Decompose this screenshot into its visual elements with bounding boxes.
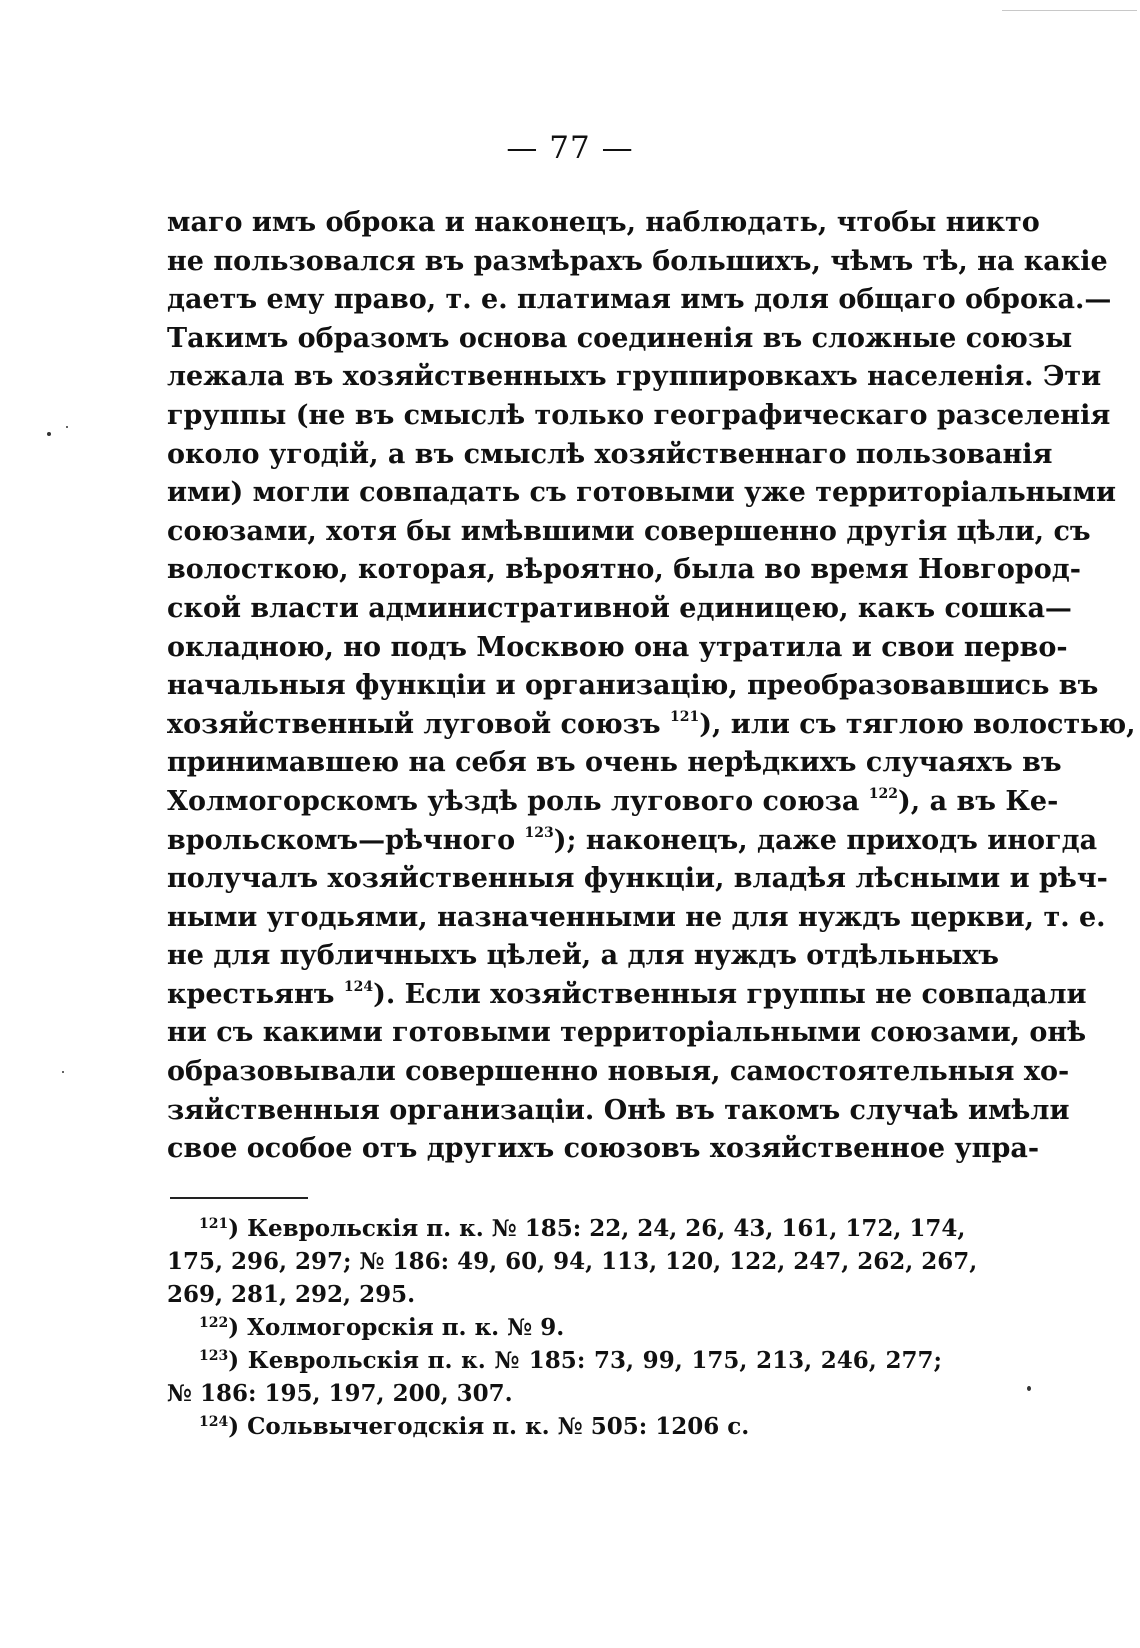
text-line [167,1053,1070,1092]
text-line [167,822,1098,861]
text-segment: около угодій, а въ смыслѣ хозяйственнаго пользованія [167,438,1053,470]
text-line [167,899,1106,938]
footnote-line [167,1212,966,1245]
text-segment: даетъ ему право, т. е. платимая имъ доля общаго оброка.— [167,284,1112,316]
text-line [167,783,1059,822]
footnote-reference: 123 [524,824,554,841]
text-segment: ), или съ тяглою волостью, [699,708,1136,740]
footnote-reference: 121 [669,708,700,725]
page-number: — 77 — [506,130,634,166]
text-line [167,744,1062,783]
text-line [167,706,1136,745]
footnote-number: 124 [199,1414,229,1430]
footnote-text: ) Сольвычегодскія п. к. № 505: 1206 с. [228,1413,750,1440]
footnotes [167,1212,978,1443]
text-line [167,281,1112,320]
text-segment: свое особое отъ другихъ союзовъ хозяйственное упра- [167,1133,1040,1165]
scan-speck [1027,1386,1031,1391]
footnote-line [167,1311,942,1344]
top-edge-rule [1002,10,1137,11]
text-segment: ни съ какими готовыми территоріальными союзами, онѣ [167,1017,1087,1049]
text-line [167,397,1111,436]
text-line [167,629,1068,668]
text-segment: ской власти административной единицею, какъ сошка— [167,592,1072,624]
text-line [167,667,1099,706]
text-segment: Такимъ образомъ основа соединенія въ сложные союзы [167,322,1073,354]
text-segment: ), а въ Ке- [898,785,1059,817]
text-line [167,1014,1087,1053]
footnote-line [167,1344,942,1377]
footnote-text: ) Кеврольскія п. к. № 185: 73, 99, 175, 213, 246, 277; [228,1347,942,1374]
text-line [167,976,1087,1015]
text-line [167,513,1091,552]
footnote-separator [170,1197,308,1199]
text-line [167,243,1108,282]
text-segment: хозяйственный луговой союзъ [167,708,670,740]
text-segment: врольскомъ—рѣчного [167,824,525,856]
text-line [167,358,1102,397]
text-line [167,1092,1070,1131]
text-segment: Холмогорскомъ уѣздѣ роль лугового союза [167,785,869,817]
text-segment: не для публичныхъ цѣлей, а для нуждъ отдѣльныхъ [167,940,1000,972]
text-line [167,551,1081,590]
footnote-line [167,1245,978,1278]
text-segment: ); наконецъ, даже приходъ иногда [553,824,1098,856]
text-segment: ными угодьями, назначенными не для нуждъ церкви, т. е. [167,901,1106,933]
text-segment: окладною, но подъ Москвою она утратила и свои перво- [167,631,1068,663]
text-line [167,937,1000,976]
text-segment: не пользовался въ размѣрахъ большихъ, чѣмъ тѣ, на какіе [167,245,1108,277]
text-line [167,204,1040,243]
text-line [167,860,1108,899]
text-segment: ими) могли совпадать съ готовыми уже территоріальными [167,477,1116,509]
text-segment: получалъ хозяйственныя функціи, владѣя лѣсными и рѣч- [167,863,1108,895]
footnote-line [167,1410,942,1443]
body-text [167,204,1136,1169]
footnote-text: 269, 281, 292, 295. [167,1281,416,1308]
text-line [167,436,1053,475]
scan-speck [66,426,68,428]
footnote-line [167,1278,942,1311]
scan-speck [62,1071,64,1073]
scan-speck [47,432,51,436]
footnote-text: № 186: 195, 197, 200, 307. [167,1380,513,1407]
text-line [167,320,1073,359]
footnote-text: ) Холмогорскія п. к. № 9. [228,1314,565,1341]
footnote-text: ) Кеврольскія п. к. № 185: 22, 24, 26, 43, 161, 172, 174, [228,1215,966,1242]
text-segment: маго имъ оброка и наконецъ, наблюдать, чтобы никто [167,207,1040,238]
text-segment: образовывали совершенно новыя, самостоятельныя хо- [167,1056,1070,1088]
text-line [167,474,1116,513]
footnote-number: 122 [199,1315,229,1331]
text-segment: крестьянъ [167,978,344,1010]
text-segment: союзами, хотя бы имѣвшими совершенно другія цѣли, съ [167,515,1091,547]
footnote-number: 121 [199,1216,229,1232]
text-segment: группы (не въ смыслѣ только географическаго разселенія [167,399,1111,431]
footnote-reference: 124 [343,978,374,995]
footnote-line [167,1377,942,1410]
footnote-reference: 122 [868,785,899,802]
footnote-number: 123 [199,1348,229,1364]
text-segment: ). Если хозяйственныя группы не совпадали [373,978,1087,1010]
text-segment: волосткою, которая, вѣроятно, была во время Новгород- [167,554,1081,586]
footnote-text: 175, 296, 297; № 186: 49, 60, 94, 113, 120, 122, 247, 262, 267, [167,1248,978,1275]
text-segment: зяйственныя организаціи. Онѣ въ такомъ случаѣ имѣли [167,1094,1070,1126]
text-segment: лежала въ хозяйственныхъ группировкахъ населенія. Эти [167,361,1102,393]
text-line [167,1130,1040,1169]
text-line [167,590,1072,629]
text-segment: принимавшею на себя въ очень нерѣдкихъ случаяхъ въ [167,747,1062,779]
text-segment: начальныя функціи и организацію, преобразовавшись въ [167,670,1099,702]
